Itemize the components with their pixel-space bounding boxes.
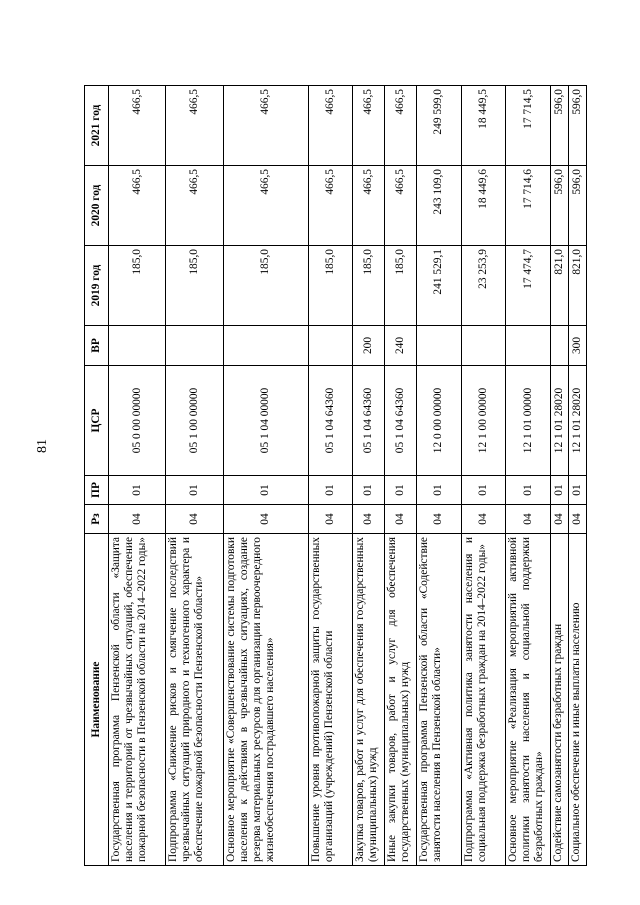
row-2021: 249 599,0 — [417, 86, 462, 166]
row-csr: 05 1 00 00000 — [166, 366, 223, 476]
row-pr: 01 — [385, 476, 417, 505]
budget-table-rotated — [84, 86, 587, 866]
row-2021: 466,5 — [353, 86, 385, 166]
table-row — [223, 86, 308, 866]
row-csr: 05 1 04 64360 — [353, 366, 385, 476]
budget-table — [84, 85, 587, 866]
row-name: Повышение уровня противопожарной защиты государственных организаций (учреждений) Пензенской области — [308, 534, 353, 866]
row-rz: 04 — [506, 505, 551, 534]
row-rz: 04 — [308, 505, 353, 534]
row-vr: 240 — [385, 326, 417, 366]
table-row — [353, 86, 385, 866]
row-vr: 300 — [568, 326, 586, 366]
row-pr: 01 — [550, 476, 568, 505]
row-csr: 12 1 00 00000 — [461, 366, 506, 476]
row-2019: 821,0 — [550, 246, 568, 326]
table-row — [166, 86, 223, 866]
row-2021: 596,0 — [550, 86, 568, 166]
header-rz: Рз — [85, 505, 109, 534]
row-2020: 466,5 — [109, 166, 166, 246]
row-2020: 466,5 — [353, 166, 385, 246]
table-row — [506, 86, 551, 866]
row-2021: 466,5 — [223, 86, 308, 166]
row-2019: 17 474,7 — [506, 246, 551, 326]
row-vr — [550, 326, 568, 366]
row-csr: 12 1 01 00000 — [506, 366, 551, 476]
row-2019: 185,0 — [223, 246, 308, 326]
row-2019: 185,0 — [166, 246, 223, 326]
table-row — [417, 86, 462, 866]
row-name: Закупка товаров, работ и услуг для обеспечения государственных (муниципальных) нужд — [353, 534, 385, 866]
row-2019: 23 253,9 — [461, 246, 506, 326]
row-vr — [223, 326, 308, 366]
table-header-row — [85, 86, 109, 866]
row-2019: 185,0 — [385, 246, 417, 326]
table-row — [385, 86, 417, 866]
row-vr — [506, 326, 551, 366]
row-name: Государственная программа Пензенской области «Защита населения и территорий от чрезвычайных ситуаций, обеспечение пожарной безопасности в Пензенской области на 2014–2022 годы» — [109, 534, 166, 866]
table-row — [461, 86, 506, 866]
row-pr: 01 — [308, 476, 353, 505]
row-csr: 05 0 00 00000 — [109, 366, 166, 476]
row-pr: 01 — [568, 476, 586, 505]
header-csr: ЦСР — [85, 366, 109, 476]
row-pr: 01 — [417, 476, 462, 505]
row-2020: 596,0 — [568, 166, 586, 246]
row-2021: 466,5 — [385, 86, 417, 166]
row-2019: 185,0 — [109, 246, 166, 326]
row-2021: 466,5 — [109, 86, 166, 166]
row-2021: 466,5 — [166, 86, 223, 166]
header-2021: 2021 год — [85, 86, 109, 166]
row-rz: 04 — [550, 505, 568, 534]
header-vr: ВР — [85, 326, 109, 366]
row-pr: 01 — [166, 476, 223, 505]
row-vr — [461, 326, 506, 366]
header-2019: 2019 год — [85, 246, 109, 326]
row-2019: 185,0 — [308, 246, 353, 326]
row-name: Иные закупки товаров, работ и услуг для обеспечения государственных (муниципальных) нужд — [385, 534, 417, 866]
row-2020: 466,5 — [308, 166, 353, 246]
row-pr: 01 — [506, 476, 551, 505]
row-name: Подпрограмма «Снижение рисков и смягчение последствий чрезвычайных ситуаций природного и техногенного характера и обеспечение пожарной безопасности Пензенской области» — [166, 534, 223, 866]
row-pr: 01 — [109, 476, 166, 505]
row-csr: 05 1 04 00000 — [223, 366, 308, 476]
header-2020: 2020 год — [85, 166, 109, 246]
budget-table-wrapper — [84, 86, 640, 862]
row-name: Содействие самозанятости безработных граждан — [550, 534, 568, 866]
row-2020: 596,0 — [550, 166, 568, 246]
row-csr: 05 1 04 64360 — [308, 366, 353, 476]
row-pr: 01 — [353, 476, 385, 505]
row-2021: 18 449,5 — [461, 86, 506, 166]
row-rz: 04 — [109, 505, 166, 534]
row-2021: 466,5 — [308, 86, 353, 166]
row-rz: 04 — [385, 505, 417, 534]
row-csr: 05 1 04 64360 — [385, 366, 417, 476]
row-2020: 17 714,6 — [506, 166, 551, 246]
row-name: Подпрограмма «Активная политика занятости населения и социальная поддержка безработных граждан на 2014–2022 годы» — [461, 534, 506, 866]
row-rz: 04 — [417, 505, 462, 534]
row-pr: 01 — [223, 476, 308, 505]
row-vr: 200 — [353, 326, 385, 366]
row-name: Социальное обеспечение и иные выплаты населению — [568, 534, 586, 866]
table-row — [308, 86, 353, 866]
row-rz: 04 — [461, 505, 506, 534]
row-vr — [166, 326, 223, 366]
row-vr — [308, 326, 353, 366]
row-2020: 18 449,6 — [461, 166, 506, 246]
header-pr: ПР — [85, 476, 109, 505]
row-name: Государственная программа Пензенской области «Содействие занятости населения в Пензенской области» — [417, 534, 462, 866]
page-number: 81 — [35, 439, 50, 453]
row-pr: 01 — [461, 476, 506, 505]
row-2019: 185,0 — [353, 246, 385, 326]
table-row — [568, 86, 586, 866]
row-2019: 821,0 — [568, 246, 586, 326]
row-2020: 466,5 — [223, 166, 308, 246]
row-rz: 04 — [223, 505, 308, 534]
table-row — [550, 86, 568, 866]
row-2020: 243 109,0 — [417, 166, 462, 246]
row-rz: 04 — [353, 505, 385, 534]
row-2021: 596,0 — [568, 86, 586, 166]
row-vr — [417, 326, 462, 366]
row-csr: 12 0 00 00000 — [417, 366, 462, 476]
row-csr: 12 1 01 28020 — [568, 366, 586, 476]
row-2020: 466,5 — [166, 166, 223, 246]
header-name: Наименование — [85, 534, 109, 866]
row-2019: 241 529,1 — [417, 246, 462, 326]
table-row — [109, 86, 166, 866]
row-2021: 17 714,5 — [506, 86, 551, 166]
row-name: Основное мероприятие «Реализация мероприятий активной политики занятости населения и социальной поддержки безработных граждан» — [506, 534, 551, 866]
row-rz: 04 — [166, 505, 223, 534]
row-2020: 466,5 — [385, 166, 417, 246]
row-vr — [109, 326, 166, 366]
row-rz: 04 — [568, 505, 586, 534]
row-csr: 12 1 01 28020 — [550, 366, 568, 476]
row-name: Основное мероприятие «Совершенствование системы подготовки населения к действиям в чрезвычайных ситуациях, создание резерва материальных ресурсов для организации первоочередного жизнеобеспечения пострадавшего населения» — [223, 534, 308, 866]
